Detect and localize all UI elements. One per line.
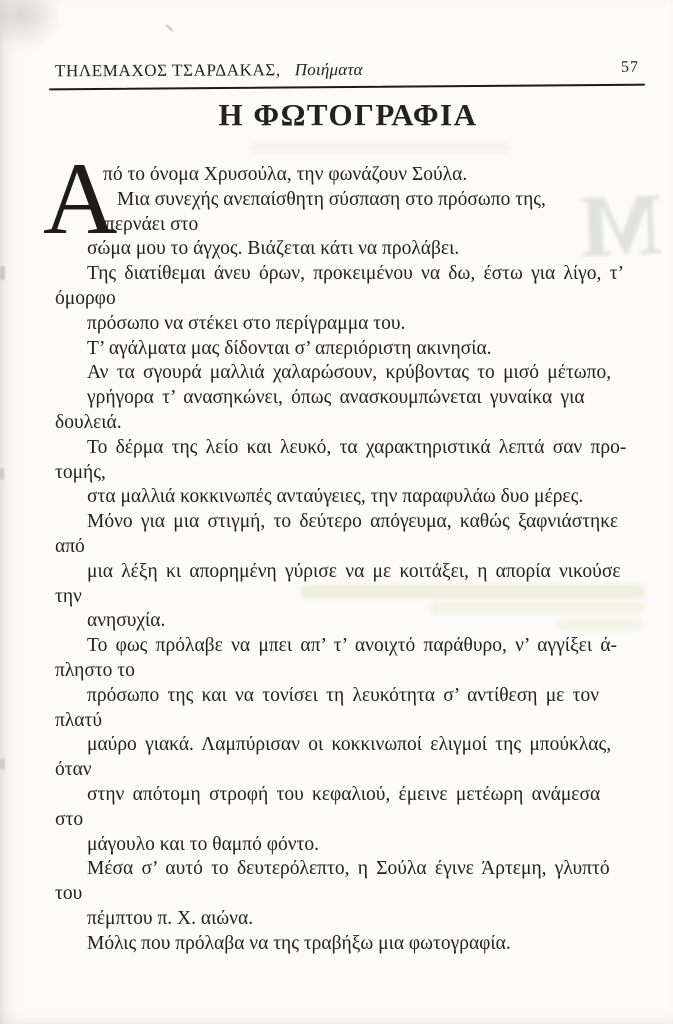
poem-line: μάγουλο και το θαμπό φόντο. — [87, 833, 319, 855]
poem-line: Μέσα σ’ αυτό το δευτερόλεπτο, η Σούλα έγινε Άρτεμη, γλυπτό — [87, 858, 610, 880]
poem-line: Μόλις που πρόλαβα να της τραβήξω μια φωτογραφία. — [87, 932, 511, 954]
poem-line: ανησυχία. — [87, 610, 166, 632]
bleedthrough-letter: M — [577, 176, 664, 277]
poem-line: του — [55, 883, 83, 905]
poem-line: στο — [55, 808, 84, 830]
poem-line: από — [55, 535, 85, 557]
poem-line: πό το όνομα Χρυσούλα, την φωνάζουν Σούλα. — [103, 164, 468, 185]
scan-edge-mark — [0, 758, 5, 770]
running-head-work-title: Ποιήματα — [294, 59, 363, 80]
poem-line: μαύρο γιακά. Λαμπύρισαν οι κοκκινωποί ελιγμοί της μπούκλας, — [87, 734, 612, 756]
poem-line: δουλειά. — [55, 411, 122, 433]
poem-cap-lines — [55, 163, 643, 237]
poem-line: στα μαλλιά κοκκινωπές ανταύγειες, την παραφυλάω δυο μέρες. — [87, 486, 584, 508]
poem-line: Μια συνεχής ανεπαίσθητη σύσπαση στο πρόσωπο της, — [117, 188, 546, 210]
page-number: 57 — [620, 58, 640, 76]
poem-line: Μόνο για μια στιγμή, το δεύτερο απόγευμα, καθώς ξαφνιάστηκε — [87, 511, 619, 533]
poem-body — [43, 142, 643, 957]
poem-line: Το φως πρόλαβε να μπει απ’ τ’ ανοιχτό παράθυρο, ν’ αγγίξει ά- — [87, 635, 618, 657]
scan-edge-mark — [0, 468, 4, 480]
poem-line: πλατύ — [55, 709, 103, 731]
poem-line: την — [55, 585, 82, 607]
poem-line: μια λέξη κι απορημένη γύρισε να με κοιτάξει, η απορία νικούσε — [87, 560, 621, 582]
header-rule — [49, 84, 645, 91]
poem-line: σώμα μου το άγχος. Βιάζεται κάτι να προλάβει. — [87, 238, 460, 260]
poem-line: περνάει στο — [105, 213, 199, 235]
poem-lines — [55, 237, 643, 956]
poem-line: Της διατίθεμαι άνευ όρων, προκειμένου να δω, έστω για λίγο, τ’ — [87, 263, 625, 285]
poem-line: πρόσωπο της και να τονίσει τη λευκότητα σ’ αντίθεση με τον — [87, 684, 600, 706]
running-head-author: ΤΗΛΕΜΑΧΟΣ ΤΣΑΡΔΑΚΑΣ, — [54, 60, 281, 81]
poem-line: πρόσωπο να στέκει στο περίγραμμα του. — [87, 312, 406, 334]
poem-line: όταν — [55, 759, 92, 781]
poem-line: πέμπτου π. Χ. αιώνα. — [87, 907, 254, 929]
poem-line: Τ’ αγάλματα μας δίδονται σ’ απεριόριστη ακινησία. — [87, 337, 492, 359]
poem-line: Το δέρμα της λείο και λευκό, τα χαρακτηριστικά λεπτά σαν προ- — [87, 436, 627, 458]
poem-line: όμορφο — [55, 287, 116, 309]
bleedthrough-smudge — [250, 142, 510, 152]
poem-line: πληστο το — [55, 659, 135, 681]
poem-line: Αν τα σγουρά μαλλιά χαλαρώσουν, κρύβοντας το μισό μέτωπο, — [87, 362, 612, 384]
poem-line: στην απότομη στροφή του κεφαλιού, έμεινε μετέωρη ανάμεσα — [87, 783, 601, 805]
scan-corner-shadow — [0, 0, 62, 50]
drop-cap-letter: Α — [43, 142, 118, 256]
poem-title: Η ΦΩΤΟΓΡΑΦΙΑ — [218, 97, 478, 132]
scan-speck — [165, 24, 173, 31]
scan-edge-mark — [0, 266, 5, 280]
poem-line: τομής, — [55, 461, 106, 483]
running-head — [55, 59, 641, 82]
poem-line: γρήγορα τ’ ανασηκώνει, όπως ανασκουμπώνεται γυναίκα για — [87, 387, 585, 409]
